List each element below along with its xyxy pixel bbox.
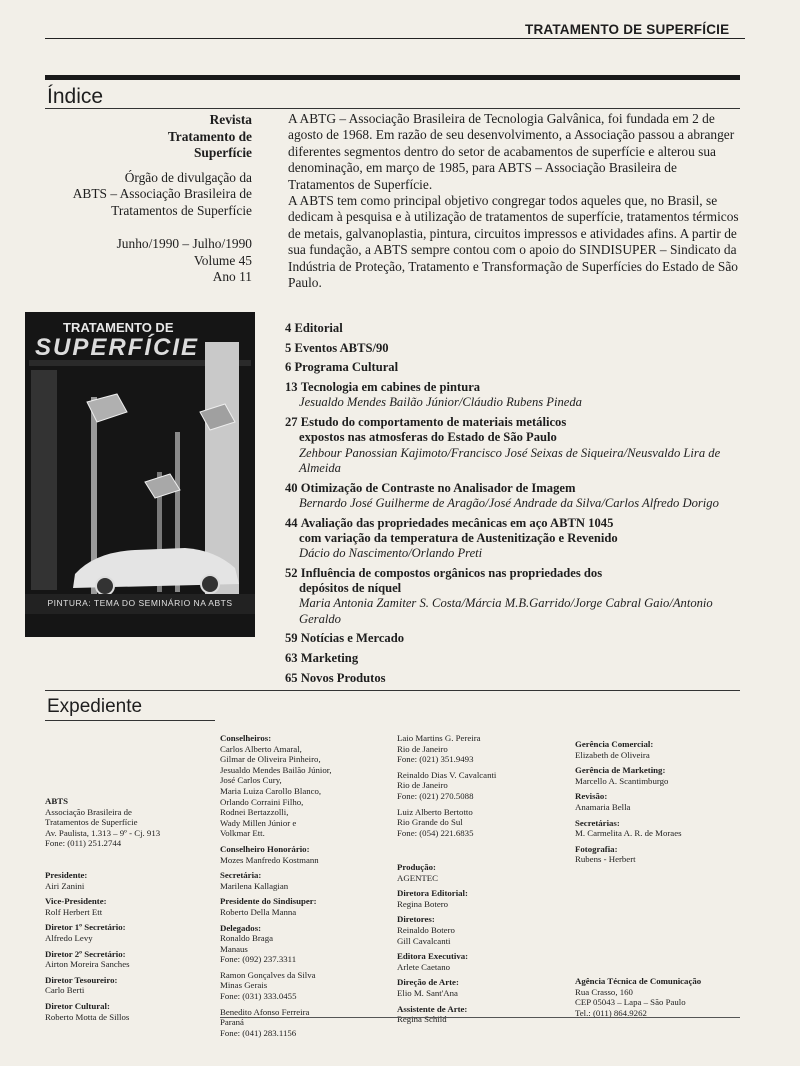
role-value: Airton Moreira Sanches xyxy=(45,959,130,970)
issue-date: Junho/1990 – Julho/1990 xyxy=(116,236,252,251)
role-value: Carlo Berti xyxy=(45,985,85,996)
delegado-line: Paraná xyxy=(220,1017,244,1028)
role-value: Elio M. Sant'Ana xyxy=(397,987,458,998)
delegado-line: Luiz Alberto Bertotto xyxy=(397,806,473,817)
abts-line: Associação Brasileira de xyxy=(45,806,132,817)
header-rule xyxy=(45,38,745,39)
toc-item[interactable] xyxy=(285,651,745,666)
organ-line: ABTS – Associação Brasileira de xyxy=(72,186,252,201)
conselheiro: Gilmar de Oliveira Pinheiro, xyxy=(220,754,321,765)
secretaria-heading: Secretária: xyxy=(220,870,262,881)
bottom-rule xyxy=(220,1017,740,1018)
magazine-name-line: Superfície xyxy=(193,145,252,160)
abts-line: Tratamentos de Superfície xyxy=(45,817,138,828)
toc-item[interactable] xyxy=(285,516,745,562)
toc-item[interactable] xyxy=(285,481,745,512)
toc-title: Otimização de Contraste no Analisador de Imagem xyxy=(300,480,576,495)
role-value: Roberto Motta de Sillos xyxy=(45,1011,130,1022)
expediente-subrule xyxy=(45,720,215,721)
toc-title: Eventos ABTS/90 xyxy=(294,340,389,355)
agency-line: CEP 05043 – Lapa – São Paulo xyxy=(575,997,686,1008)
role-heading: Vice-Presidente: xyxy=(45,896,107,907)
role-value: M. Carmelita A. R. de Moraes xyxy=(575,828,682,839)
role-value: Reinaldo Botero xyxy=(397,924,455,935)
magazine-info xyxy=(45,112,252,286)
toc-page: 52 xyxy=(285,565,298,580)
conselheiro: Maria Luiza Carollo Blanco, xyxy=(220,785,322,796)
toc-title-cont: depósitos de níquel xyxy=(299,581,402,596)
magazine-name-line: Revista xyxy=(209,112,252,127)
role-heading: Presidente: xyxy=(45,870,88,880)
intro-text xyxy=(288,111,743,291)
toc-page: 63 xyxy=(285,651,298,666)
toc-title: Editorial xyxy=(294,321,343,335)
intro-paragraph: A ABTG – Associação Brasileira de Tecnologia Galvânica, foi fundada em 2 de agosto de 1968. Em razão de seu desenvolvimento, a Associação passou a abranger diferentes segmentos dentro do setor de acabamentos de superfície e alterou sua denominação, em março de 1985, para ABTS – Associação Brasileira de Tratamentos de Superfície. xyxy=(288,111,735,192)
issue-volume: Volume 45 xyxy=(193,252,252,268)
delegado-line: Fone: (054) 221.6835 xyxy=(397,827,474,838)
toc-title: Avaliação das propriedades mecânicas em aço ABTN 1045 xyxy=(300,515,614,530)
delegado-line: Fone: (031) 333.0455 xyxy=(220,991,297,1002)
role-heading: Diretor 2º Secretário: xyxy=(45,948,126,959)
issue-year: Ano 11 xyxy=(212,269,252,284)
organ-line: Tratamentos de Superfície xyxy=(111,202,252,218)
delegado-line: Rio de Janeiro xyxy=(397,743,448,754)
toc-authors: Jesualdo Mendes Bailão Júnior/Cláudio Rubens Pineda xyxy=(299,395,582,410)
expediente-col-agency xyxy=(575,976,740,1018)
agency-line: Rua Crasso, 160 xyxy=(575,986,633,997)
abts-line: Fone: (011) 251.2744 xyxy=(45,838,122,849)
delegado-line: Fone: (041) 283.1156 xyxy=(220,1027,297,1038)
delegado-line: Manaus xyxy=(220,943,248,954)
toc-item[interactable] xyxy=(285,380,745,411)
conselheiro: Orlando Corraini Filho, xyxy=(220,796,304,807)
role-heading: Gerência de Marketing: xyxy=(575,765,666,776)
sindisuper-value: Roberto Della Manna xyxy=(220,906,297,917)
organ-line: Órgão de divulgação da xyxy=(124,169,252,185)
conselheiro: Volkmar Ett. xyxy=(220,828,265,839)
role-heading: Produção: xyxy=(397,862,436,872)
toc-title: Tecnologia em cabines de pintura xyxy=(300,380,481,395)
role-value: Regina Botero xyxy=(397,898,449,909)
delegado-line: Laio Martins G. Pereira xyxy=(397,733,481,743)
indice-rule xyxy=(45,108,740,109)
intro-paragraph: A ABTS tem como principal objetivo congregar todos aqueles que, no Brasil, se dedicam à pesquisa e à utilização de tratamentos de superfície, tratamentos térmicos de metais, galvanoplastia, pintura, circuitos impressos e atividades afins. A partir de sua fundação, a ABTS sempre contou com o apoio do SINDISUPER – Sindicato da Indústria de Proteção, Tratamento e Transformação de Superfícies do Estado de São Paulo. xyxy=(288,193,739,291)
toc-page: 6 xyxy=(285,360,292,375)
toc-title: Marketing xyxy=(300,651,359,666)
toc-page: 4 xyxy=(285,321,292,335)
indice-title: Índice xyxy=(47,85,104,108)
thick-rule xyxy=(45,75,740,80)
toc-page: 65 xyxy=(285,670,298,685)
toc-authors: Zehbour Panossian Kajimoto/Francisco José Seixas de Siqueira/Neusvaldo Lira de Almeida xyxy=(299,445,721,475)
role-heading: Diretor Tesoureiro: xyxy=(45,974,118,985)
delegado-line: Fone: (021) 270.5088 xyxy=(397,790,474,801)
role-value: Gill Cavalcanti xyxy=(397,935,451,946)
role-value: Rolf Herbert Ett xyxy=(45,906,103,917)
toc-authors: Maria Antonia Zamiter S. Costa/Márcia M.B.Garrido/Jorge Cabral Gaio/Antonio Geraldo xyxy=(299,596,713,626)
role-heading: Fotografia: xyxy=(575,843,618,854)
expediente-col-council xyxy=(220,733,390,1038)
expediente-title: Expediente xyxy=(47,696,143,717)
role-value: Alfredo Levy xyxy=(45,932,93,943)
secretaria-value: Marilena Kallagian xyxy=(220,880,289,891)
expediente-col-production xyxy=(397,862,557,1025)
conselheiro: Jesualdo Mendes Bailão Júnior, xyxy=(220,764,332,775)
delegados-heading: Delegados: xyxy=(220,922,262,933)
toc-item[interactable] xyxy=(285,631,745,646)
conselheiro: Wady Millen Júnior e xyxy=(220,817,297,828)
toc-item[interactable] xyxy=(285,360,745,375)
expediente-col-board xyxy=(45,870,215,1022)
delegado-line: Ronaldo Braga xyxy=(220,933,274,944)
agency-line: Tel.: (011) 864.9262 xyxy=(575,1007,647,1018)
role-value: Regina Schild xyxy=(397,1014,447,1025)
agency-heading: Agência Técnica de Comunicação xyxy=(575,976,702,986)
role-heading: Diretores: xyxy=(397,914,435,925)
delegado-line: Fone: (092) 237.3311 xyxy=(220,954,297,965)
role-value: Anamaria Bella xyxy=(575,801,631,812)
cover-title-line2: SUPERFÍCIE xyxy=(35,334,200,361)
conselheiro: Rodnei Bertazzolli, xyxy=(220,807,289,818)
toc-item[interactable] xyxy=(285,415,745,476)
role-value: Airi Zanini xyxy=(45,880,85,891)
role-heading: Diretora Editorial: xyxy=(397,888,468,899)
toc-title: Estudo do comportamento de materiais metálicos xyxy=(300,415,567,430)
toc-title: Influência de compostos orgânicos nas propriedades dos xyxy=(300,565,603,580)
expediente-rule xyxy=(45,690,740,691)
section-header: TRATAMENTO DE SUPERFÍCIE xyxy=(525,22,730,37)
toc-page: 27 xyxy=(285,415,298,430)
role-heading: Revisão: xyxy=(575,791,608,802)
role-value: Elizabeth de Oliveira xyxy=(575,749,650,760)
role-heading: Gerência Comercial: xyxy=(575,739,654,749)
delegado-line: Fone: (021) 351.9493 xyxy=(397,754,474,765)
honorario-value: Mozes Manfredo Kostmann xyxy=(220,854,319,865)
role-heading: Diretor 1º Secretário: xyxy=(45,922,126,933)
conselheiro: José Carlos Cury, xyxy=(220,775,282,786)
toc-item[interactable] xyxy=(285,671,745,686)
expediente-col-abts xyxy=(45,796,215,849)
conselheiros-heading: Conselheiros: xyxy=(220,733,272,743)
conselheiro: Carlos Alberto Amaral, xyxy=(220,743,302,754)
toc-title: Novos Produtos xyxy=(300,670,386,685)
role-heading: Assistente de Arte: xyxy=(397,1003,468,1014)
cover-title-line1: TRATAMENTO DE xyxy=(63,320,174,335)
delegado-line: Minas Gerais xyxy=(220,980,268,991)
role-value: Rubens - Herbert xyxy=(575,854,636,865)
toc-page: 13 xyxy=(285,380,298,395)
role-heading: Diretor Cultural: xyxy=(45,1000,110,1011)
toc-title-cont: expostos nas atmosferas do Estado de São Paulo xyxy=(299,430,557,445)
delegado-line: Rio Grande do Sul xyxy=(397,817,463,828)
toc-page: 59 xyxy=(285,631,298,646)
toc-page: 44 xyxy=(285,515,298,530)
role-heading: Direção de Arte: xyxy=(397,977,459,988)
toc-item[interactable] xyxy=(285,566,745,627)
sindisuper-heading: Presidente do Sindisuper: xyxy=(220,896,317,907)
toc-title: Notícias e Mercado xyxy=(300,631,405,646)
abts-heading: ABTS xyxy=(45,796,68,806)
toc-title: Programa Cultural xyxy=(294,360,399,375)
expediente-col-commercial xyxy=(575,739,740,865)
cover-image xyxy=(25,312,255,637)
delegado-line: Rio de Janeiro xyxy=(397,780,448,791)
delegado-line: Benedito Afonso Ferreira xyxy=(220,1006,310,1017)
toc-title-cont: com variação da temperatura de Austenitização e Revenido xyxy=(299,530,618,545)
toc-authors: Bernardo José Guilherme de Aragão/José Andrade da Silva/Carlos Alfredo Dorigo xyxy=(299,495,719,510)
role-heading: Editora Executiva: xyxy=(397,951,469,962)
toc-item[interactable] xyxy=(285,321,745,336)
toc-page: 40 xyxy=(285,480,298,495)
expediente-col-delegates xyxy=(397,733,557,838)
magazine-name-line: Tratamento de xyxy=(167,128,252,144)
toc-item[interactable] xyxy=(285,341,745,356)
delegado-line: Reinaldo Dias V. Cavalcanti xyxy=(397,769,497,780)
role-value: Arlete Caetano xyxy=(397,961,451,972)
role-heading: Secretárias: xyxy=(575,817,620,828)
role-value: AGENTEC xyxy=(397,872,439,883)
delegado-line: Ramon Gonçalves da Silva xyxy=(220,969,316,980)
role-value: Marcello A. Scantimburgo xyxy=(575,775,669,786)
table-of-contents xyxy=(285,321,745,691)
toc-authors: Dácio do Nascimento/Orlando Preti xyxy=(299,546,483,561)
abts-line: Av. Paulista, 1.313 – 9º - Cj. 913 xyxy=(45,827,161,838)
honorario-heading: Conselheiro Honorário: xyxy=(220,843,310,854)
toc-page: 5 xyxy=(285,340,292,355)
cover-caption: PINTURA: TEMA DO SEMINÁRIO NA ABTS xyxy=(47,598,233,608)
